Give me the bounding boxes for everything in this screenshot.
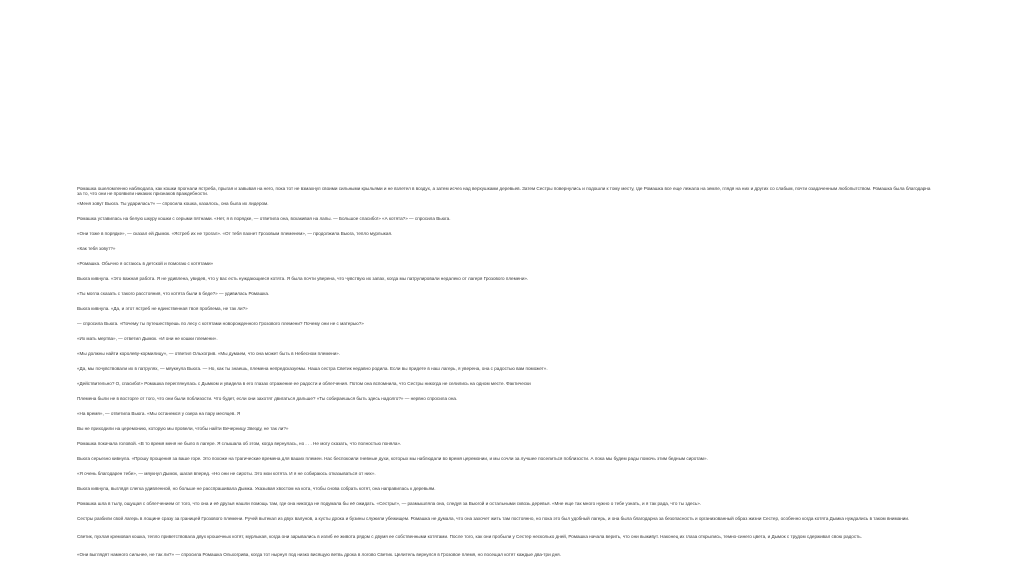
paragraph: — спросила Вьюга. «Почему ты путешествуешь по лесу с котятами новорожденного Грозового племени? Почему они не с матерью?» — [77, 321, 364, 326]
paragraph: «На время», — ответила Вьюга. «Мы останемся у озера на пару месяцев. Я — [77, 411, 241, 416]
paragraph: «Они выглядят намного сильнее, не так ли?» — спросила Ромашка Ольхогрива, когда тот нырнул под низко висящую ветвь дрока в логово Светик. Целитель вернулся в Грозовое племя, но посещал котят каждые два-три дня. — [77, 552, 561, 557]
paragraph: Ромашка шла в тылу, ощущая с облегчением от того, что она и её друзья нашли помощь там, где она никогда не подумала бы её ожидать. «Сестры!», — размышляла она, следуя за Вьюгой и остальными сквозь деревья. «Мне еще так много нужно о тебе узнать, и я так рада, что ты здесь». — [77, 501, 702, 506]
paragraph: Ромашка уставилась на белую шкуру кошки с серыми пятнами. «Нет, я в порядке, — ответила она, вскакивая на лапы. — Большое спасибо!» «А котята?» — спросила Вьюга. — [77, 216, 451, 221]
paragraph: «Я очень благодарен тебе», — мяукнул Дымок, шагая вперед. «Но они не сироты. Это мои котята. И я не собираюсь отказываться от них». — [77, 471, 376, 476]
paragraph: Вы не приходили на церемонию, которую мы провели, чтобы найти Вечерницу Звезду, не так ли?» — [77, 426, 289, 431]
paragraph: «Ты могла сказать с такого расстояния, что котята были в беде?» — удивилась Ромашка. — [77, 291, 270, 296]
paragraph: Вьюга кивнула. «Это важная работа. Я не удивлена, увидев, что у вас есть нуждающиеся котята. Я была почти уверена, что чувствую их запах, когда мы патрулировали недалеко от лагеря Грозового племени». — [77, 276, 529, 281]
paragraph: «Ромашка. Обычно я остаюсь в детской и помогаю с котятами» — [77, 261, 214, 266]
paragraph: Вьюга кивнула, выглядя слегка удивленной, но больше не расспрашивала Дымка. Указывая хвостом на кота, чтобы снова собрать котят, она направилась к деревьям. — [77, 486, 436, 491]
paragraph: Ромашка ошеломленно наблюдала, как кошки прогнали ястреба, прыгая и завывая на него, пока тот не взмахнул своими сильными крыльями и не взлетел в воздух, а затем исчез над верхушками деревьев. Затем Сестры повернулись и подошли к тому месту, где Ромашка все еще лежала на земле, глядя на них и других со слабым, почти озадаченным любопытством. Ромашка была благодарна за то, что они не проявили никаких признаков враждебности. — [77, 186, 931, 197]
paragraph: Сестры разбили свой лагерь в лощине сразу за границей Грозового племени. Ручей вытекал из двух валунов, а кусты дрока и бузины служили убежищем. Ромашка не думала, что она захочет жить там постоянно, но пока это был удобный лагерь, и она была благодарна за безопасность и организованный образ жизни Сестер, особенно когда котята Дымка нуждались в таком внимании. — [77, 516, 910, 521]
paragraph: «Они тоже в порядке», — сказал ей Дымок. «Ястреб их не трогал». «От тебя пахнет Грозовым племенем», — продолжила Вьюга, тепло мурлыкая. — [77, 231, 393, 236]
paragraph: «Меня зовут Вьюга. Ты ударилась?» — спросила кошка, казалось, она была их лидером. — [77, 201, 269, 206]
paragraph: Светик, пухлая кремовая кошка, тепло приветствовала двух крошечных котят, мурлыкая, когда они зарывались в изгиб ее живота рядом с двумя ее собственными котятами. После того, как они пробыли у Сестер несколько дней, Ромашка начала верить, что они выживут. Наконец их глаза открылись, темно-синего цвета, и Дымок с трудом сдерживал свою радость. — [77, 534, 862, 539]
paragraph: Вьюга серьезно кивнула. «Прошу прощения за ваше горе. Это похоже на трагические времена для ваших племен. Нас беспокоили гневные духи, которых мы наблюдали во время церемонии, и мы сочли за лучшее поселиться поблизости. А пока мы будем рады помочь этим бедным сиротам». — [77, 456, 708, 461]
paragraph: Вьюга кивнула. «Да, и этот ястреб не единственная твоя проблема, не так ли?» — [77, 306, 248, 311]
paragraph: Ромашка покачала головой. «В то время меня не было в лагере. Я слышала об этом, когда вернулась, но . . . Не могу сказать, что полностью поняла». — [77, 441, 402, 446]
paragraph: «Да, мы почувствовали их в патрулях, — мяукнула Вьюга. — Но, как ты знаешь, племена непредсказуемы. Наша сестра Светик недавно родила. Если вы придете в наш лагерь, я уверена, она с радостью вам поможет». — [77, 366, 548, 371]
paragraph: Племена были не в восторге от того, что они были поблизости. Что будет, если они захотят двигаться дальше? «Ты собираешься быть здесь надолго?» — нервно спросила она. — [77, 396, 458, 401]
paragraph: «Действительно? О, спасибо!» Ромашка переглянулась с Дымком и увидела в его глазах отражение ее радости и облегчения. Потом она вспомнила, что Сестры никогда не селились на одном месте. Фактически — [77, 381, 531, 386]
paragraph: «Их мать мертва», — ответил Дымок. «И они не кошки племени». — [77, 336, 218, 341]
article-body — [77, 186, 935, 560]
paragraph: «Мы должны найти королеву-кормилицу», — ответил Ольхогрив. «Мы думаем, что она может быть в Небесном племени». — [77, 351, 341, 356]
paragraph: «Как тебя зовут?» — [77, 246, 116, 251]
